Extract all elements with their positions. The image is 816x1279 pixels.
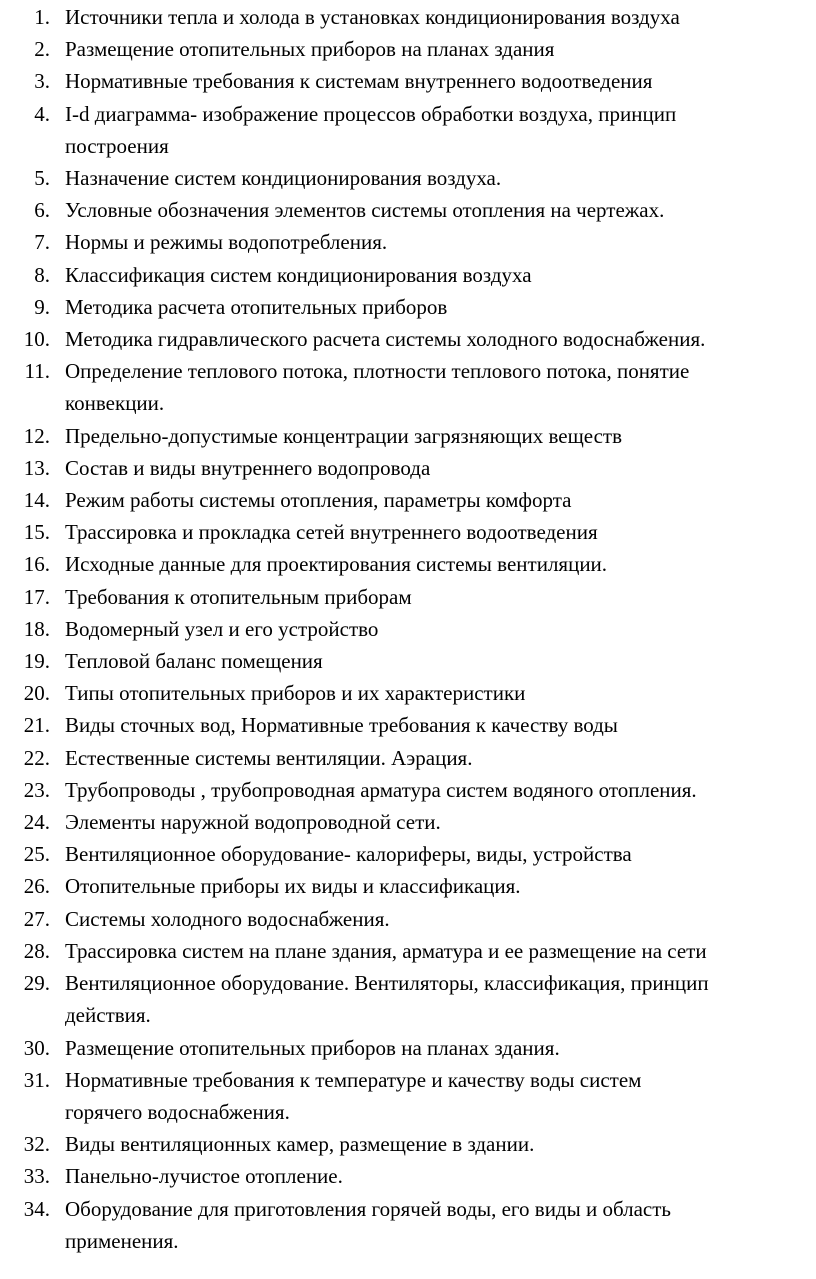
list-item <box>0 420 816 452</box>
item-text: Трубопроводы , трубопроводная арматура систем водяного отопления. <box>65 777 697 802</box>
item-number: 22. <box>23 745 50 770</box>
item-number: 32. <box>23 1132 50 1157</box>
list-item <box>0 323 816 355</box>
item-text: Требования к отопительным приборам <box>65 584 412 609</box>
item-text <box>65 98 816 162</box>
item-number: 18. <box>23 616 50 641</box>
list-item <box>0 226 816 258</box>
item-number: 23. <box>23 777 50 802</box>
list-item <box>0 98 816 162</box>
item-number: 34. <box>23 1196 50 1221</box>
list-item <box>0 1032 816 1064</box>
item-number: 9. <box>34 294 50 319</box>
item-text: Виды сточных вод, Нормативные требования к качеству воды <box>65 713 618 738</box>
list-item <box>0 548 816 580</box>
list-item <box>0 1193 816 1257</box>
list-item <box>0 516 816 548</box>
list-item <box>0 935 816 967</box>
list-item <box>0 677 816 709</box>
item-text: Водомерный узел и его устройство <box>65 616 379 641</box>
item-number: 29. <box>23 971 50 996</box>
item-number: 12. <box>23 423 50 448</box>
item-number: 10. <box>23 327 50 352</box>
list-item <box>0 709 816 741</box>
item-text: Естественные системы вентиляции. Аэрация. <box>65 745 473 770</box>
list-item <box>0 65 816 97</box>
list-item <box>0 452 816 484</box>
item-number: 17. <box>23 584 50 609</box>
list-item <box>0 291 816 323</box>
list-item <box>0 1064 816 1128</box>
item-text: Виды вентиляционных камер, размещение в здании. <box>65 1132 535 1157</box>
item-number: 1. <box>34 5 50 29</box>
item-number: 2. <box>34 37 50 62</box>
item-number: 13. <box>23 455 50 480</box>
item-text: Тепловой баланс помещения <box>65 649 323 674</box>
item-number: 26. <box>23 874 50 899</box>
item-number: 24. <box>23 810 50 835</box>
item-number: 20. <box>23 681 50 706</box>
item-text: Методика гидравлического расчета системы холодного водоснабжения. <box>65 327 706 352</box>
item-text: Вентиляционное оборудование- калориферы, виды, устройства <box>65 842 632 867</box>
item-number: 30. <box>23 1035 50 1060</box>
item-number: 14. <box>23 488 50 513</box>
item-text-line: действия. <box>65 1003 151 1028</box>
list-item <box>0 870 816 902</box>
item-text-line: Нормативные требования к температуре и качеству воды систем <box>65 1067 642 1092</box>
item-number: 25. <box>23 842 50 867</box>
list-item <box>0 967 816 1031</box>
item-number: 33. <box>23 1164 50 1189</box>
item-text: Назначение систем кондиционирования воздуха. <box>65 166 502 191</box>
item-text: Источники тепла и холода в установках кондиционирования воздуха <box>65 5 680 29</box>
item-number: 8. <box>34 262 50 287</box>
list-item <box>0 194 816 226</box>
list-item <box>0 838 816 870</box>
item-number: 31. <box>23 1067 50 1092</box>
list-item <box>0 903 816 935</box>
item-number: 16. <box>23 552 50 577</box>
item-number: 27. <box>23 906 50 931</box>
item-text: Системы холодного водоснабжения. <box>65 906 390 931</box>
item-text: Типы отопительных приборов и их характеристики <box>65 681 526 706</box>
item-text-line: Определение теплового потока, плотности теплового потока, понятие <box>65 359 690 384</box>
item-text-line: Оборудование для приготовления горячей воды, его виды и область <box>65 1196 671 1221</box>
list-item <box>0 1 816 33</box>
item-number: 4. <box>34 101 50 126</box>
list-item <box>0 581 816 613</box>
item-text: Размещение отопительных приборов на планах здания. <box>65 1035 560 1060</box>
list-item <box>0 33 816 65</box>
item-text: Методика расчета отопительных приборов <box>65 294 448 319</box>
list-item <box>0 355 816 419</box>
item-text-line: построения <box>65 133 169 158</box>
item-text: Отопительные приборы их виды и классификация. <box>65 874 521 899</box>
item-text: Панельно-лучистое отопление. <box>65 1164 343 1189</box>
list-item <box>0 613 816 645</box>
item-text: Условные обозначения элементов системы отопления на чертежах. <box>65 198 665 223</box>
item-number: 5. <box>34 166 50 191</box>
item-number: 19. <box>23 649 50 674</box>
item-number: 7. <box>34 230 50 255</box>
list-item <box>0 645 816 677</box>
item-number: 6. <box>34 198 50 223</box>
list-item <box>0 484 816 516</box>
item-text: Размещение отопительных приборов на планах здания <box>65 37 555 62</box>
item-text: Предельно-допустимые концентрации загрязняющих веществ <box>65 423 622 448</box>
item-number: 28. <box>23 938 50 963</box>
item-text-line: Вентиляционное оборудование. Вентиляторы, классификация, принцип <box>65 971 709 996</box>
item-text: Нормативные требования к системам внутреннего водоотведения <box>65 69 653 94</box>
item-text: Классификация систем кондиционирования воздуха <box>65 262 532 287</box>
item-text <box>65 355 816 419</box>
list-item <box>0 162 816 194</box>
item-text: Элементы наружной водопроводной сети. <box>65 810 441 835</box>
item-text: Трассировка систем на плане здания, арматура и ее размещение на сети <box>65 938 707 963</box>
item-text: Режим работы системы отопления, параметры комфорта <box>65 488 572 513</box>
list-item <box>0 774 816 806</box>
item-text: Нормы и режимы водопотребления. <box>65 230 388 255</box>
item-number: 21. <box>23 713 50 738</box>
item-text <box>65 1193 816 1257</box>
question-list <box>0 1 816 1257</box>
item-text <box>65 967 816 1031</box>
list-item <box>0 742 816 774</box>
list-item <box>0 259 816 291</box>
item-text: Трассировка и прокладка сетей внутреннего водоотведения <box>65 520 598 545</box>
item-text-line: применения. <box>65 1228 179 1253</box>
list-item <box>0 806 816 838</box>
item-text: Состав и виды внутреннего водопровода <box>65 455 431 480</box>
document-page <box>0 1 816 1257</box>
item-text: Исходные данные для проектирования системы вентиляции. <box>65 552 608 577</box>
item-text-line: конвекции. <box>65 391 165 416</box>
item-number: 15. <box>23 520 50 545</box>
list-item <box>0 1160 816 1192</box>
item-text-line: горячего водоснабжения. <box>65 1099 290 1124</box>
item-text-line: I-d диаграмма- изображение процессов обработки воздуха, принцип <box>65 101 677 126</box>
item-number: 11. <box>24 359 50 384</box>
item-text <box>65 1064 816 1128</box>
item-number: 3. <box>34 69 50 94</box>
list-item <box>0 1128 816 1160</box>
